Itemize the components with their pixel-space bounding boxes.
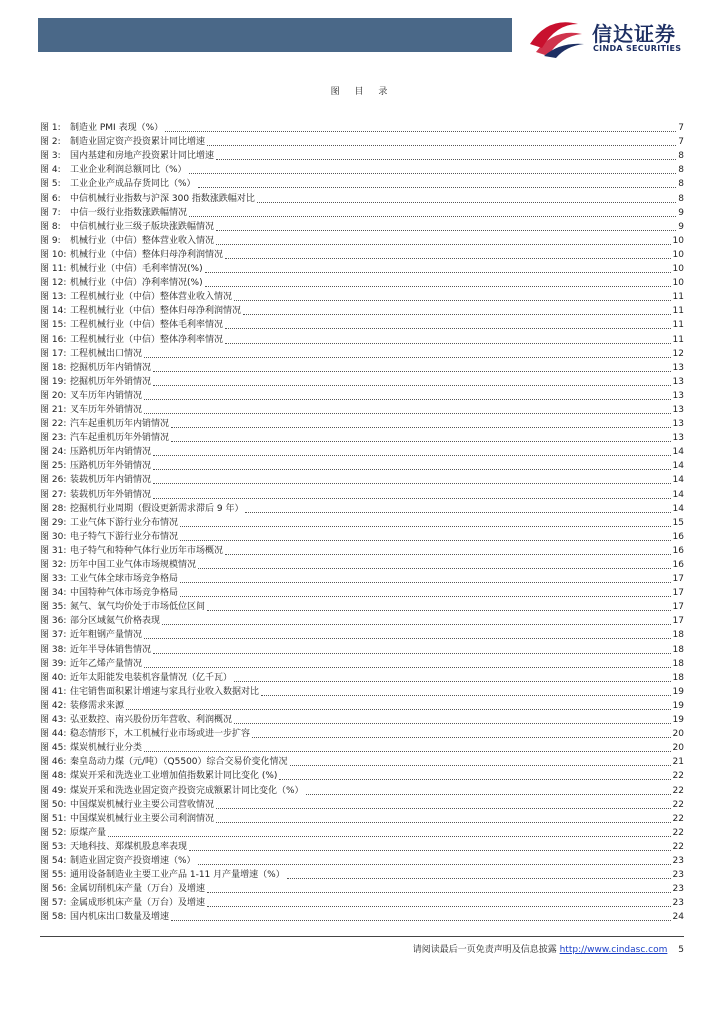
- toc-entry[interactable]: [40, 571, 684, 585]
- toc-entry-title: 秦皇岛动力煤（元/吨）（Q5500）综合交易价变化情况: [70, 757, 288, 768]
- toc-entry-label: 图 7:: [40, 207, 61, 218]
- toc-entry-label: 图 21:: [40, 404, 67, 415]
- toc-entry-page: 13: [672, 419, 684, 430]
- toc-entry-page: 7: [678, 123, 684, 134]
- toc-entry-label: 图 48:: [40, 771, 67, 782]
- toc-entry-title: 机械行业（中信）整体营业收入情况: [70, 235, 215, 246]
- toc-entry[interactable]: [40, 853, 684, 867]
- toc-entry[interactable]: [40, 670, 684, 684]
- toc-dot-leader: [306, 794, 671, 795]
- toc-entry-title: 电子特气下游行业分布情况: [70, 531, 179, 542]
- toc-entry-title: 装载机历年外销情况: [70, 489, 152, 500]
- toc-entry-label: 图 6:: [40, 193, 61, 204]
- footer-rule: [40, 936, 684, 937]
- toc-entry-label: 图 28:: [40, 503, 67, 514]
- toc-entry[interactable]: [40, 162, 684, 176]
- toc-entry-page: 13: [672, 390, 684, 401]
- toc-dot-leader: [144, 357, 671, 358]
- toc-entry-label: 图 2:: [40, 137, 61, 148]
- toc-entry-page: 11: [672, 292, 684, 303]
- toc-entry-label: 图 26:: [40, 475, 67, 486]
- toc-entry-page: 22: [672, 827, 684, 838]
- toc-dot-leader: [198, 568, 671, 569]
- toc-entry-title: 工程机械出口情况: [70, 348, 143, 359]
- toc-entry-page: 17: [672, 602, 684, 613]
- toc-entry-page: 11: [672, 334, 684, 345]
- page-number: 5: [678, 945, 684, 955]
- toc-dot-leader: [207, 610, 671, 611]
- toc-entry[interactable]: [40, 599, 684, 613]
- toc-entry[interactable]: [40, 529, 684, 543]
- toc-entry-title: 弘亚数控、南兴股份历年营收、利润概况: [70, 715, 233, 726]
- toc-entry-title: 煤炭机械行业分类: [70, 743, 143, 754]
- toc-entry-label: 图 33:: [40, 574, 67, 585]
- header-bar: [38, 18, 512, 52]
- toc-entry[interactable]: [40, 261, 684, 275]
- toc-entry-label: 图 51:: [40, 813, 67, 824]
- toc-entry-title: 金属成形机床产量（万台）及增速: [70, 898, 206, 909]
- toc-entry-title: 叉车历年内销情况: [70, 390, 143, 401]
- figure-toc-list: [40, 120, 684, 923]
- toc-entry-page: 22: [672, 771, 684, 782]
- toc-entry-page: 14: [672, 489, 684, 500]
- toc-entry[interactable]: [40, 275, 684, 289]
- toc-entry[interactable]: [40, 712, 684, 726]
- toc-entry-label: 图 9:: [40, 235, 61, 246]
- toc-entry-label: 图 53:: [40, 841, 67, 852]
- toc-entry-title: 挖掘机历年外销情况: [70, 376, 152, 387]
- footer: [413, 942, 684, 955]
- footer-website-link[interactable]: http://www.cindasc.com: [559, 945, 668, 955]
- toc-entry[interactable]: [40, 557, 684, 571]
- toc-entry[interactable]: [40, 641, 684, 655]
- toc-dot-leader: [153, 469, 671, 470]
- toc-entry-page: 18: [672, 672, 684, 683]
- toc-entry-page: 8: [678, 165, 684, 176]
- toc-entry[interactable]: [40, 472, 684, 486]
- toc-entry[interactable]: [40, 120, 684, 134]
- toc-entry[interactable]: [40, 895, 684, 909]
- toc-dot-leader: [234, 723, 671, 724]
- toc-entry-label: 图 10:: [40, 249, 67, 260]
- toc-entry-page: 22: [672, 841, 684, 852]
- toc-dot-leader: [216, 159, 676, 160]
- toc-dot-leader: [207, 145, 676, 146]
- toc-dot-leader: [216, 230, 676, 231]
- toc-dot-leader: [234, 681, 671, 682]
- toc-entry-title: 挖掘机历年内销情况: [70, 362, 152, 373]
- toc-entry[interactable]: [40, 543, 684, 557]
- toc-entry-label: 图 5:: [40, 179, 61, 190]
- toc-entry-label: 图 37:: [40, 630, 67, 641]
- toc-entry-page: 20: [672, 729, 684, 740]
- toc-entry-page: 8: [678, 193, 684, 204]
- toc-entry-page: 22: [672, 785, 684, 796]
- toc-dot-leader: [171, 441, 671, 442]
- toc-dot-leader: [144, 399, 671, 400]
- toc-entry-title: 通用设备制造业主要工业产品 1-11 月产量增速（%）: [70, 870, 285, 881]
- toc-dot-leader: [216, 808, 671, 809]
- toc-entry-label: 图 44:: [40, 729, 67, 740]
- toc-entry-page: 24: [672, 912, 684, 923]
- toc-entry-label: 图 31:: [40, 545, 67, 556]
- toc-dot-leader: [144, 638, 671, 639]
- toc-entry-page: 16: [672, 560, 684, 570]
- toc-entry-title: 近年半导体销售情况: [70, 644, 152, 655]
- toc-entry[interactable]: [40, 346, 684, 360]
- toc-entry-label: 图 54:: [40, 855, 67, 866]
- toc-entry[interactable]: [40, 331, 684, 345]
- toc-entry-page: 22: [672, 799, 684, 810]
- toc-entry-label: 图 50:: [40, 799, 67, 810]
- toc-entry-label: 图 34:: [40, 588, 67, 599]
- toc-entry-title: 汽车起重机历年外销情况: [70, 433, 170, 444]
- toc-entry[interactable]: [40, 726, 684, 740]
- toc-entry-title: 汽车起重机历年内销情况: [70, 419, 170, 430]
- toc-entry-title: 国内机床出口数量及增速: [70, 912, 170, 923]
- toc-entry-label: 图 42:: [40, 700, 67, 711]
- toc-entry-label: 图 25:: [40, 461, 67, 472]
- toc-entry-page: 23: [672, 870, 684, 881]
- toc-entry-title: 近年太阳能发电装机容量情况（亿千瓦）: [70, 672, 233, 683]
- toc-dot-leader: [290, 765, 671, 766]
- toc-entry-title: 氮气、氧气均价处于市场低位区间: [70, 602, 206, 613]
- toc-entry-page: 9: [678, 221, 684, 232]
- toc-entry-label: 图 14:: [40, 306, 67, 317]
- toc-entry[interactable]: [40, 656, 684, 670]
- toc-entry-title: 工业企业产成品存货同比（%）: [70, 179, 196, 190]
- toc-entry-title: 稳态情形下，木工机械行业市场或进一步扩容: [70, 729, 251, 740]
- toc-entry-page: 14: [672, 447, 684, 458]
- toc-dot-leader: [287, 878, 671, 879]
- toc-entry-title: 压路机历年内销情况: [70, 447, 152, 458]
- toc-entry-title: 中信机械行业三级子版块涨跌幅情况: [70, 221, 215, 232]
- toc-entry-title: 制造业固定资产投资累计同比增速: [70, 137, 206, 148]
- toc-entry[interactable]: [40, 402, 684, 416]
- logo-chinese-name: 信达证券: [592, 22, 676, 46]
- company-logo: [526, 14, 706, 58]
- toc-entry[interactable]: [40, 825, 684, 839]
- toc-entry[interactable]: [40, 782, 684, 796]
- toc-entry[interactable]: [40, 881, 684, 895]
- toc-entry-label: 图 46:: [40, 757, 67, 768]
- toc-entry[interactable]: [40, 684, 684, 698]
- toc-entry-page: 12: [672, 348, 684, 359]
- toc-dot-leader: [257, 202, 676, 203]
- toc-entry-label: 图 36:: [40, 616, 67, 627]
- toc-entry-title: 装载机历年内销情况: [70, 475, 152, 486]
- toc-entry[interactable]: [40, 768, 684, 782]
- toc-entry-page: 19: [672, 686, 684, 697]
- toc-dot-leader: [189, 173, 677, 174]
- toc-entry-page: 14: [672, 475, 684, 486]
- toc-entry-label: 图 45:: [40, 743, 67, 754]
- toc-entry[interactable]: [40, 811, 684, 825]
- toc-dot-leader: [261, 695, 671, 696]
- toc-entry-title: 机械行业（中信）整体归母净利润情况: [70, 249, 224, 260]
- toc-entry-title: 历年中国工业气体市场规模情况: [70, 560, 197, 570]
- toc-entry-label: 图 22:: [40, 419, 67, 430]
- toc-entry-title: 中国煤炭机械行业主要公司利润情况: [70, 813, 215, 824]
- toc-entry[interactable]: [40, 134, 684, 148]
- toc-entry-title: 机械行业（中信）毛利率情况(%): [70, 264, 203, 275]
- toc-entry-page: 17: [672, 574, 684, 585]
- toc-dot-leader: [225, 554, 671, 555]
- toc-dot-leader: [171, 427, 671, 428]
- toc-dot-leader: [144, 667, 671, 668]
- toc-entry-page: 19: [672, 700, 684, 711]
- toc-entry-label: 图 15:: [40, 320, 67, 331]
- toc-dot-leader: [153, 371, 671, 372]
- toc-dot-leader: [153, 455, 671, 456]
- toc-entry-page: 18: [672, 630, 684, 641]
- toc-entry-label: 图 11:: [40, 264, 67, 275]
- toc-entry-label: 图 13:: [40, 292, 67, 303]
- toc-entry-title: 金属切削机床产量（万台）及增速: [70, 884, 206, 895]
- toc-dot-leader: [180, 540, 671, 541]
- toc-entry[interactable]: [40, 501, 684, 515]
- toc-entry-page: 23: [672, 884, 684, 895]
- toc-entry[interactable]: [40, 627, 684, 641]
- toc-dot-leader: [153, 653, 671, 654]
- toc-entry[interactable]: [40, 205, 684, 219]
- toc-dot-leader: [243, 314, 671, 315]
- toc-entry-page: 8: [678, 151, 684, 162]
- toc-entry-title: 煤炭开采和洗选业工业增加值指数累计同比变化 (%): [70, 771, 278, 782]
- toc-dot-leader: [225, 258, 671, 259]
- toc-entry-label: 图 55:: [40, 870, 67, 881]
- toc-entry-page: 20: [672, 743, 684, 754]
- toc-entry-page: 14: [672, 503, 684, 514]
- toc-entry-title: 工程机械行业（中信）整体净利率情况: [70, 334, 224, 345]
- toc-entry[interactable]: [40, 388, 684, 402]
- toc-entry-title: 叉车历年外销情况: [70, 404, 143, 415]
- toc-entry[interactable]: [40, 303, 684, 317]
- logo-english-name: CINDA SECURITIES: [593, 44, 682, 53]
- toc-dot-leader: [153, 483, 671, 484]
- toc-dot-leader: [180, 582, 671, 583]
- toc-entry-page: 13: [672, 433, 684, 444]
- toc-entry[interactable]: [40, 515, 684, 529]
- toc-entry-label: 图 39:: [40, 658, 67, 669]
- toc-entry[interactable]: [40, 486, 684, 500]
- toc-dot-leader: [126, 709, 671, 710]
- toc-dot-leader: [189, 216, 676, 217]
- toc-dot-leader: [165, 131, 676, 132]
- toc-entry-title: 电子特气和特种气体行业历年市场概况: [70, 545, 224, 556]
- toc-entry-label: 图 18:: [40, 362, 67, 373]
- toc-entry-label: 图 35:: [40, 602, 67, 613]
- toc-entry-title: 机械行业（中信）净利率情况(%): [70, 278, 203, 289]
- toc-entry-label: 图 30:: [40, 531, 67, 542]
- logo-mark-icon: [526, 14, 586, 58]
- toc-entry[interactable]: [40, 289, 684, 303]
- toc-entry-label: 图 56:: [40, 884, 67, 895]
- toc-entry-page: 16: [672, 531, 684, 542]
- toc-entry[interactable]: [40, 740, 684, 754]
- toc-entry-title: 煤炭开采和洗选业固定资产投资完成额累计同比变化（%）: [70, 785, 304, 796]
- toc-entry[interactable]: [40, 754, 684, 768]
- toc-entry-page: 10: [672, 235, 684, 246]
- toc-entry-page: 19: [672, 715, 684, 726]
- toc-dot-leader: [205, 286, 671, 287]
- toc-dot-leader: [279, 779, 670, 780]
- toc-entry-page: 16: [672, 545, 684, 556]
- toc-entry[interactable]: [40, 317, 684, 331]
- toc-entry[interactable]: [40, 190, 684, 204]
- toc-dot-leader: [216, 244, 671, 245]
- toc-dot-leader: [205, 272, 671, 273]
- toc-entry-title: 工程机械行业（中信）整体毛利率情况: [70, 320, 224, 331]
- toc-entry[interactable]: [40, 416, 684, 430]
- toc-entry[interactable]: [40, 698, 684, 712]
- toc-entry-page: 11: [672, 320, 684, 331]
- toc-dot-leader: [153, 498, 671, 499]
- toc-entry[interactable]: [40, 839, 684, 853]
- toc-entry[interactable]: [40, 613, 684, 627]
- toc-entry-title: 中国煤炭机械行业主要公司营收情况: [70, 799, 215, 810]
- toc-entry[interactable]: [40, 458, 684, 472]
- toc-entry-label: 图 8:: [40, 221, 61, 232]
- toc-entry-label: 图 29:: [40, 517, 67, 528]
- toc-dot-leader: [245, 512, 670, 513]
- toc-entry[interactable]: [40, 176, 684, 190]
- toc-entry-title: 中信一级行业指数涨跌幅情况: [70, 207, 188, 218]
- toc-entry-label: 图 4:: [40, 165, 61, 176]
- toc-entry-page: 18: [672, 644, 684, 655]
- toc-entry-page: 21: [672, 757, 684, 768]
- toc-entry-label: 图 41:: [40, 686, 67, 697]
- toc-entry-label: 图 23:: [40, 433, 67, 444]
- toc-entry-title: 工业气体全球市场竞争格局: [70, 574, 179, 585]
- toc-entry-page: 8: [678, 179, 684, 190]
- toc-entry[interactable]: [40, 867, 684, 881]
- toc-dot-leader: [234, 300, 671, 301]
- toc-dot-leader: [171, 920, 671, 921]
- toc-entry-title: 装修需求来源: [70, 700, 125, 711]
- toc-entry[interactable]: [40, 233, 684, 247]
- toc-entry-page: 17: [672, 616, 684, 627]
- toc-entry-page: 23: [672, 898, 684, 909]
- toc-entry[interactable]: [40, 374, 684, 388]
- toc-entry-title: 压路机历年外销情况: [70, 461, 152, 472]
- toc-entry-title: 天地科技、郑煤机股息率表现: [70, 841, 188, 852]
- toc-dot-leader: [225, 328, 671, 329]
- toc-dot-leader: [216, 822, 671, 823]
- toc-dot-leader: [108, 836, 671, 837]
- toc-dot-leader: [153, 385, 671, 386]
- toc-entry[interactable]: [40, 430, 684, 444]
- toc-entry[interactable]: [40, 797, 684, 811]
- toc-entry-label: 图 24:: [40, 447, 67, 458]
- toc-entry[interactable]: [40, 360, 684, 374]
- toc-entry-page: 10: [672, 264, 684, 275]
- toc-entry-page: 17: [672, 588, 684, 599]
- toc-entry-label: 图 38:: [40, 644, 67, 655]
- footer-disclaimer: 请阅读最后一页免责声明及信息披露: [412, 945, 557, 955]
- toc-dot-leader: [180, 596, 671, 597]
- toc-entry-label: 图 16:: [40, 334, 67, 345]
- toc-entry-title: 制造业固定资产投资增速（%）: [70, 855, 196, 866]
- toc-dot-leader: [198, 187, 677, 188]
- toc-entry-title: 制造业 PMI 表现（%）: [70, 123, 164, 134]
- toc-dot-leader: [207, 906, 671, 907]
- toc-entry-title: 国内基建和房地产投资累计同比增速: [70, 151, 215, 162]
- toc-dot-leader: [144, 751, 671, 752]
- toc-entry-label: 图 3:: [40, 151, 61, 162]
- toc-entry-title: 近年粗钢产量情况: [70, 630, 143, 641]
- toc-entry-page: 13: [672, 376, 684, 387]
- toc-entry-label: 图 57:: [40, 898, 67, 909]
- toc-entry-page: 22: [672, 813, 684, 824]
- toc-entry[interactable]: [40, 444, 684, 458]
- toc-entry-label: 图 32:: [40, 560, 67, 570]
- toc-entry-title: 住宅销售面积累计增速与家具行业收入数据对比: [70, 686, 260, 697]
- toc-entry-title: 中信机械行业指数与沪深 300 指数涨跌幅对比: [70, 193, 255, 204]
- toc-dot-leader: [162, 624, 671, 625]
- toc-entry-title: 挖掘机行业周期（假设更新需求滞后 9 年）: [70, 503, 244, 514]
- toc-entry-label: 图 43:: [40, 715, 67, 726]
- toc-dot-leader: [144, 413, 671, 414]
- toc-entry-label: 图 40:: [40, 672, 67, 683]
- toc-entry-page: 23: [672, 855, 684, 866]
- toc-entry-page: 14: [672, 461, 684, 472]
- toc-dot-leader: [198, 864, 671, 865]
- toc-entry-title: 部分区域氦气价格表现: [70, 616, 161, 627]
- toc-entry-title: 工业气体下游行业分布情况: [70, 517, 179, 528]
- toc-entry-label: 图 1:: [40, 123, 61, 134]
- toc-entry-page: 10: [672, 278, 684, 289]
- toc-entry-page: 15: [672, 517, 684, 528]
- toc-dot-leader: [207, 892, 671, 893]
- toc-entry-page: 18: [672, 658, 684, 669]
- toc-entry-label: 图 20:: [40, 390, 67, 401]
- toc-entry-title: 工程机械行业（中信）整体营业收入情况: [70, 292, 233, 303]
- toc-entry-title: 工程机械行业（中信）整体归母净利润情况: [70, 306, 242, 317]
- toc-entry-label: 图 58:: [40, 912, 67, 923]
- toc-entry[interactable]: [40, 909, 684, 923]
- toc-entry-page: 9: [678, 207, 684, 218]
- toc-entry[interactable]: [40, 247, 684, 261]
- toc-entry-label: 图 19:: [40, 376, 67, 387]
- toc-entry-label: 图 17:: [40, 348, 67, 359]
- toc-entry[interactable]: [40, 585, 684, 599]
- toc-entry-title: 原煤产量: [70, 827, 107, 838]
- toc-entry-page: 13: [672, 404, 684, 415]
- toc-dot-leader: [252, 737, 671, 738]
- toc-entry[interactable]: [40, 219, 684, 233]
- toc-entry-label: 图 12:: [40, 278, 67, 289]
- toc-entry-title: 近年乙烯产量情况: [70, 658, 143, 669]
- toc-entry-label: 图 49:: [40, 785, 67, 796]
- toc-dot-leader: [189, 850, 671, 851]
- toc-entry[interactable]: [40, 148, 684, 162]
- toc-entry-label: 图 52:: [40, 827, 67, 838]
- toc-entry-title: 中国特种气体市场竞争格局: [70, 588, 179, 599]
- toc-entry-label: 图 27:: [40, 489, 67, 500]
- toc-dot-leader: [225, 343, 671, 344]
- toc-title: 图 目 录: [330, 87, 394, 97]
- toc-entry-page: 13: [672, 362, 684, 373]
- toc-entry-page: 11: [672, 306, 684, 317]
- toc-entry-title: 工业企业利润总额同比（%）: [70, 165, 187, 176]
- toc-entry-page: 7: [678, 137, 684, 148]
- toc-entry-page: 10: [672, 249, 684, 260]
- toc-dot-leader: [180, 526, 671, 527]
